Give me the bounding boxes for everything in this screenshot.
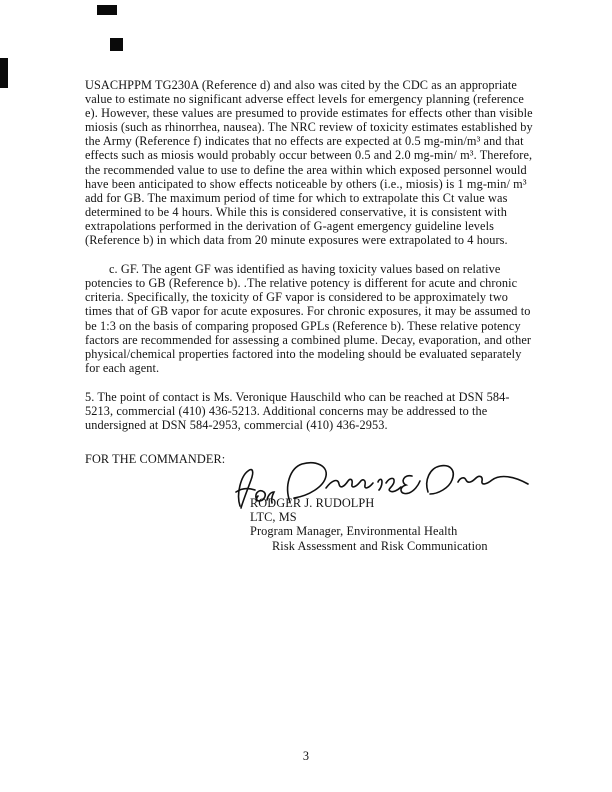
paragraph-point-of-contact: 5. The point of contact is Ms. Veronique Hauschild who can be reached at DSN 584-5213, commercial (410) 436-5213. Additional concerns may be addressed to the undersigned at DSN 584-2953, commercial (410) 436-2953. xyxy=(85,389,510,433)
letter-body xyxy=(85,78,537,553)
closing-line: FOR THE COMMANDER: xyxy=(85,452,226,467)
page-number: 3 xyxy=(302,749,310,763)
paragraph-c-gf: c. GF. The agent GF was identified as having toxicity values based on relative potencies to GB (Reference b). .The relative potency is different for acute and chronic criteria. Specifically, the toxicity of GF vapor is considered to be approximately two times that of GB vapor for acute exposures. For chronic exposures, it may be assumed to be 1:3 on the basis of comparing proposed GPLs (Reference b). These relative potency factors are recommended for assessing a combined plume. Decay, evaporation, and other physical/chemical properties factored into the modeling should be evaluated separately for each agent. xyxy=(85,262,532,375)
signer-rank: LTC, MS xyxy=(250,510,297,525)
paragraph-continuation: USACHPPM TG230A (Reference d) and also was cited by the CDC as an appropriate value to estimate no significant adverse effect levels for emergency planning (reference e). However, these values are presumed to provide estimates for effects other than visible miosis (such as rhinorrhea, nausea). The NRC review of toxicity estimates established by the Army (Reference f) indicates that no effects are expected at 0.5 mg-min/m³ and that effects such as miosis would probably occur between 0.5 and 2.0 mg-min/ m³. Therefore, the recommended value to use to define the area within which exposed personnel would have been anticipated to show effects noticeable by others (i.e., miosis) is 1 mg-min/ m³ add for GB. The maximum period of time for which to extrapolate this Ct value was determined to be 4 hours. While this is considered conservative, it is consistent with extrapolations performed in the derivation of G-agent emergency guideline levels (Reference b) in which data from 20 minute exposures were extrapolated to 4 hours. xyxy=(85,78,533,248)
signature-area xyxy=(250,496,537,552)
signer-name: RODGER J. RUDOLPH xyxy=(250,496,375,511)
signature-block xyxy=(250,496,537,552)
scan-artifact-mark xyxy=(97,5,117,15)
signer-title-line1: Program Manager, Environmental Health xyxy=(250,524,458,539)
signer-title-line2: Risk Assessment and Risk Communication xyxy=(272,538,488,553)
scan-artifact-mark xyxy=(110,38,123,51)
scan-artifact-mark xyxy=(0,58,8,88)
